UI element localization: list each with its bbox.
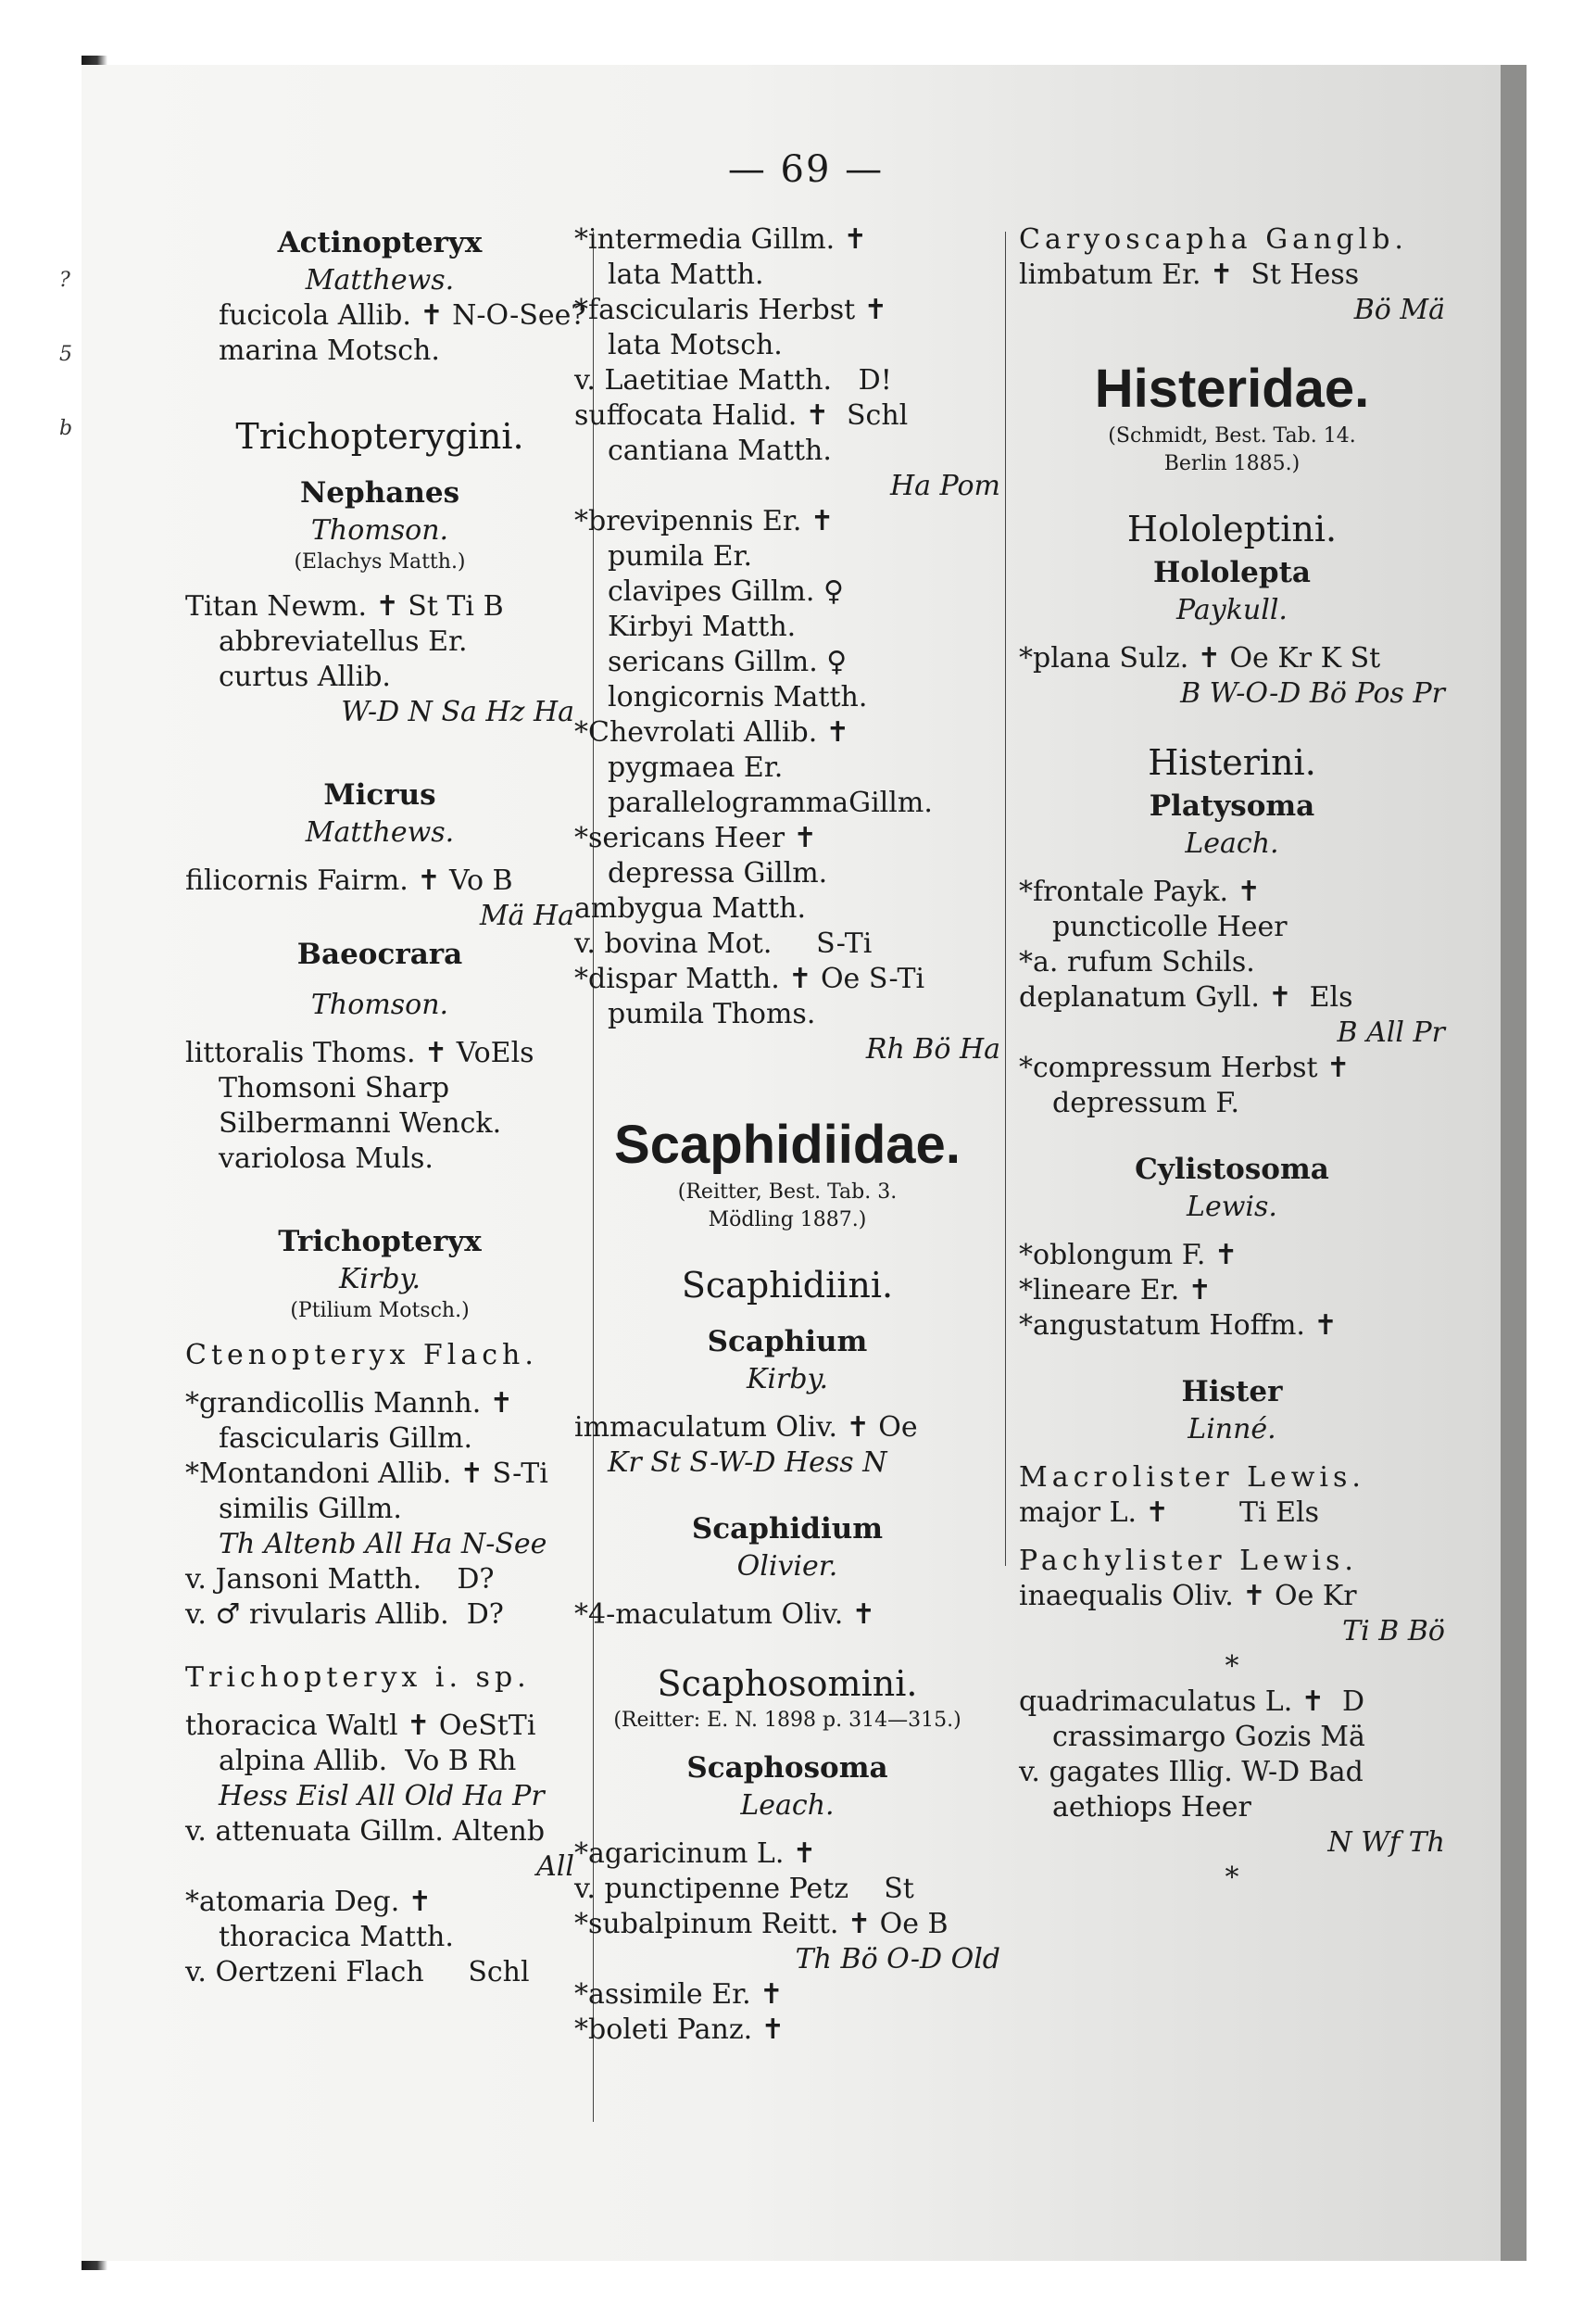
spacer	[1019, 328, 1445, 356]
entry-line: *	[1225, 1650, 1239, 1683]
column-left	[185, 222, 586, 1990]
entry-line: v. punctipenne Petz St	[574, 1873, 914, 1905]
entry-line: pumila Thoms.	[608, 998, 816, 1030]
reference-note: Mödling 1887.)	[708, 1208, 867, 1231]
genus-heading: Micrus	[323, 778, 436, 812]
reference-note: Berlin 1885.)	[1163, 452, 1301, 475]
reference-note: (Elachys Matth.)	[294, 550, 466, 574]
entry-line: clavipes Gillm. ♀	[608, 575, 844, 608]
genus-heading: Platysoma	[1149, 789, 1315, 823]
entry-line: *atomaria Deg. ✝	[185, 1886, 432, 1918]
entry-line: *angustatum Hoffm. ✝	[1019, 1309, 1338, 1342]
entry-line: fascicularis Gillm.	[219, 1422, 472, 1455]
entry-line: Thomson.	[310, 514, 449, 547]
spacer	[1019, 478, 1445, 506]
genus-heading: Hololepta	[1152, 556, 1311, 589]
entry-line: limbatum Er. ✝ St Hess	[1019, 259, 1360, 291]
entry-line: pumila Er.	[608, 540, 753, 573]
page-number: — 69 —	[727, 148, 885, 191]
margin-mark: b	[59, 417, 73, 440]
spacer	[1019, 1447, 1445, 1460]
entry-line: Ti B Bö	[1342, 1615, 1445, 1647]
entry-line: Ha Pom	[889, 470, 1000, 502]
reference-note: (Reitter: E. N. 1898 p. 314—315.)	[613, 1709, 961, 1732]
entry-line: *fascicularis Herbst ✝	[574, 294, 887, 326]
entry-line: ambygua Matth.	[574, 892, 807, 925]
spacer	[185, 1633, 574, 1660]
entry-line: Olivier.	[736, 1550, 838, 1583]
entry-line: Kirby.	[746, 1363, 829, 1395]
entry-line: v. ♂ rivularis Allib. D?	[185, 1598, 504, 1631]
entry-line: Kr St S-W-D Hess N	[608, 1446, 887, 1479]
entry-line: B All Pr	[1337, 1016, 1445, 1049]
entry-line: *4-maculatum Oliv. ✝	[574, 1598, 875, 1631]
spacer	[574, 1308, 1000, 1321]
entry-line: Kirby.	[338, 1263, 421, 1295]
entry-line: *lineare Er. ✝	[1019, 1274, 1212, 1306]
entry-line: All	[536, 1850, 574, 1883]
entry-line: inaequalis Oliv. ✝ Oe Kr	[1019, 1580, 1357, 1612]
reference-note: (Schmidt, Best. Tab. 14.	[1108, 424, 1356, 448]
entry-line: *brevipennis Er. ✝	[574, 505, 835, 537]
entry-line: Lewis.	[1187, 1191, 1277, 1223]
entry-line: longicornis Matth.	[608, 681, 868, 713]
entry-line: deplanatum Gyll. ✝ Els	[1019, 981, 1353, 1014]
entry-line: quadrimaculatus L. ✝ D	[1019, 1685, 1365, 1718]
spacer	[1019, 628, 1445, 641]
tribe-heading: Histerini.	[1148, 742, 1316, 783]
entry-line: depressa Gillm.	[608, 857, 828, 890]
spacer	[185, 1373, 574, 1386]
entry-line: v. Jansoni Matth. D?	[185, 1563, 495, 1596]
entry-line: Matthews.	[305, 264, 455, 297]
entry-line: Hess Eisl All Old Ha Pr	[219, 1780, 545, 1812]
entry-line: *intermedia Gillm. ✝	[574, 223, 867, 256]
entry-line: Paykull.	[1176, 594, 1288, 626]
spacer	[185, 730, 574, 775]
spacer	[185, 460, 574, 473]
family-heading: Scaphidiidae.	[614, 1115, 961, 1175]
genus-heading: Nephanes	[299, 476, 460, 510]
entry-line: crassimargo Gozis Mä	[1052, 1721, 1365, 1753]
entry-line: Thomson.	[310, 989, 449, 1021]
entry-line: lata Motsch.	[608, 329, 783, 361]
entry-line: *subalpinum Reitt. ✝ Oe B	[574, 1908, 949, 1940]
entry-line: aethiops Heer	[1052, 1791, 1251, 1824]
entry-line: v. bovina Mot. S-Ti	[574, 928, 873, 960]
tribe-heading: Scaphidiini.	[681, 1265, 894, 1306]
entry-line: immaculatum Oliv. ✝ Oe	[574, 1411, 918, 1444]
entry-line: Thomsoni Sharp	[219, 1072, 450, 1104]
entry-line: Titan Newm. ✝ St Ti B	[185, 590, 504, 623]
spacer	[185, 1177, 574, 1221]
entry-line: Leach.	[740, 1789, 835, 1822]
entry-line: variolosa Muls.	[219, 1142, 434, 1175]
genus-heading: Hister	[1181, 1375, 1283, 1408]
entry-line: W-D N Sa Hz Ha	[341, 696, 574, 728]
entry-line: Matthews.	[305, 816, 455, 849]
entry-line: *assimile Er. ✝	[574, 1978, 784, 2011]
spacer	[574, 1735, 1000, 1748]
genus-heading: Trichopteryx	[278, 1225, 482, 1258]
page-edge-shadow	[1501, 65, 1527, 2261]
entry-line: sericans Gillm. ♀	[608, 646, 848, 678]
entry-line: filicornis Fairm. ✝ Vo B	[185, 864, 513, 897]
spacer	[1019, 1225, 1445, 1238]
margin-mark: ?	[59, 269, 70, 292]
entry-line: *oblongum F. ✝	[1019, 1239, 1238, 1271]
entry-line: *agaricinum L. ✝	[574, 1837, 817, 1870]
entry-line: parallelogrammaGillm.	[608, 787, 933, 819]
entry-line: *boleti Panz. ✝	[574, 2013, 785, 2046]
column-right	[1019, 222, 1445, 1896]
column-rule-right	[1005, 232, 1006, 1566]
tribe-heading: Hololeptini.	[1126, 509, 1338, 549]
tribe-heading: Trichopterygini.	[235, 416, 524, 457]
entry-line: curtus Allib.	[219, 661, 391, 693]
genus-heading: Scaphosoma	[686, 1751, 888, 1785]
entry-line: Th Altenb All Ha N-See	[219, 1528, 547, 1560]
entry-line: v. Laetitiae Matth. D!	[574, 364, 892, 397]
spacer	[574, 1824, 1000, 1836]
spacer	[1019, 862, 1445, 875]
entry-line: Linné.	[1188, 1413, 1276, 1445]
entry-line: puncticolle Heer	[1052, 911, 1288, 943]
entry-line: Pachylister Lewis.	[1019, 1545, 1358, 1577]
genus-heading: Baeocrara	[296, 938, 463, 971]
entry-line: v. gagates Illig. W-D Bad	[1019, 1756, 1364, 1788]
spacer	[574, 1584, 1000, 1597]
reference-note: (Ptilium Motsch.)	[290, 1299, 470, 1322]
family-heading: Histeridae.	[1094, 359, 1370, 419]
spacer	[574, 1067, 1000, 1112]
entry-line: *plana Sulz. ✝ Oe Kr K St	[1019, 642, 1381, 675]
entry-line: Macrolister Lewis.	[1019, 1461, 1365, 1494]
entry-line: *a. rufum Schils.	[1019, 946, 1255, 978]
spacer	[574, 1234, 1000, 1262]
spacer	[185, 1023, 574, 1036]
spacer	[1019, 1344, 1445, 1371]
spacer	[1019, 712, 1445, 739]
entry-line: littoralis Thoms. ✝ VoEls	[185, 1037, 534, 1069]
entry-line: Silbermanni Wenck.	[219, 1107, 502, 1140]
entry-line: similis Gillm.	[219, 1493, 402, 1525]
entry-line: v. Oertzeni Flach Schl	[185, 1956, 530, 1988]
entry-line: Bö Mä	[1353, 294, 1445, 326]
entry-line: *Chevrolati Allib. ✝	[574, 716, 849, 749]
spacer	[1019, 1531, 1445, 1544]
entry-line: cantiana Matth.	[608, 435, 832, 467]
spacer	[185, 1325, 574, 1338]
genus-heading: Actinopteryx	[277, 226, 483, 259]
entry-line: abbreviatellus Er.	[219, 625, 468, 658]
entry-line: *compressum Herbst ✝	[1019, 1052, 1351, 1084]
entry-line: *dispar Matth. ✝ Oe S-Ti	[574, 963, 925, 995]
entry-line: pygmaea Er.	[608, 751, 784, 784]
entry-line: *	[1225, 1861, 1239, 1894]
entry-line: Trichopteryx i. sp.	[185, 1661, 531, 1694]
spacer	[574, 1481, 1000, 1508]
column-middle	[574, 222, 1000, 2048]
entry-line: B W-O-D Bö Pos Pr	[1180, 677, 1445, 710]
spacer	[1019, 1121, 1445, 1149]
entry-line: alpina Allib. Vo B Rh	[219, 1745, 517, 1777]
entry-line: thoracica Waltl ✝ OeStTi	[185, 1710, 536, 1742]
entry-line: *sericans Heer ✝	[574, 822, 817, 854]
tribe-heading: Scaphosomini.	[657, 1663, 918, 1704]
entry-line: Ctenopteryx Flach.	[185, 1339, 538, 1371]
spacer	[574, 1397, 1000, 1410]
spacer	[185, 369, 574, 413]
entry-line: major L. ✝ Ti Els	[1019, 1496, 1320, 1529]
entry-line: Th Bö O-D Old	[795, 1943, 1000, 1975]
entry-line: Mä Ha	[479, 900, 574, 932]
reference-note: (Reitter, Best. Tab. 3.	[677, 1180, 898, 1204]
entry-line: depressum F.	[1052, 1087, 1240, 1119]
spacer	[185, 1696, 574, 1709]
spacer	[574, 1633, 1000, 1660]
entry-line: suffocata Halid. ✝ Schl	[574, 399, 909, 432]
entry-line: v. attenuata Gillm. Altenb	[185, 1815, 546, 1848]
spacer	[185, 851, 574, 864]
genus-heading: Scaphidium	[691, 1512, 884, 1546]
spacer	[185, 576, 574, 589]
margin-mark: 5	[59, 343, 72, 366]
entry-line: thoracica Matth.	[219, 1921, 454, 1953]
entry-line: *grandicollis Mannh. ✝	[185, 1387, 513, 1420]
entry-line: Kirbyi Matth.	[608, 611, 797, 643]
entry-line: *frontale Payk. ✝	[1019, 876, 1261, 908]
entry-line: lata Matth.	[608, 259, 764, 291]
spacer	[185, 975, 574, 988]
genus-heading: Scaphium	[707, 1325, 868, 1358]
entry-line: N Wf Th	[1327, 1826, 1445, 1859]
entry-line: Rh Bö Ha	[865, 1033, 1000, 1066]
entry-line: Caryoscapha Ganglb.	[1019, 223, 1408, 256]
entry-line: Leach.	[1185, 827, 1279, 860]
genus-heading: Cylistosoma	[1135, 1153, 1329, 1186]
entry-line: fucicola Allib. ✝ N-O-See?	[219, 299, 586, 332]
entry-line: marina Motsch.	[219, 334, 440, 367]
entry-line: *Montandoni Allib. ✝ S-Ti	[185, 1458, 548, 1490]
